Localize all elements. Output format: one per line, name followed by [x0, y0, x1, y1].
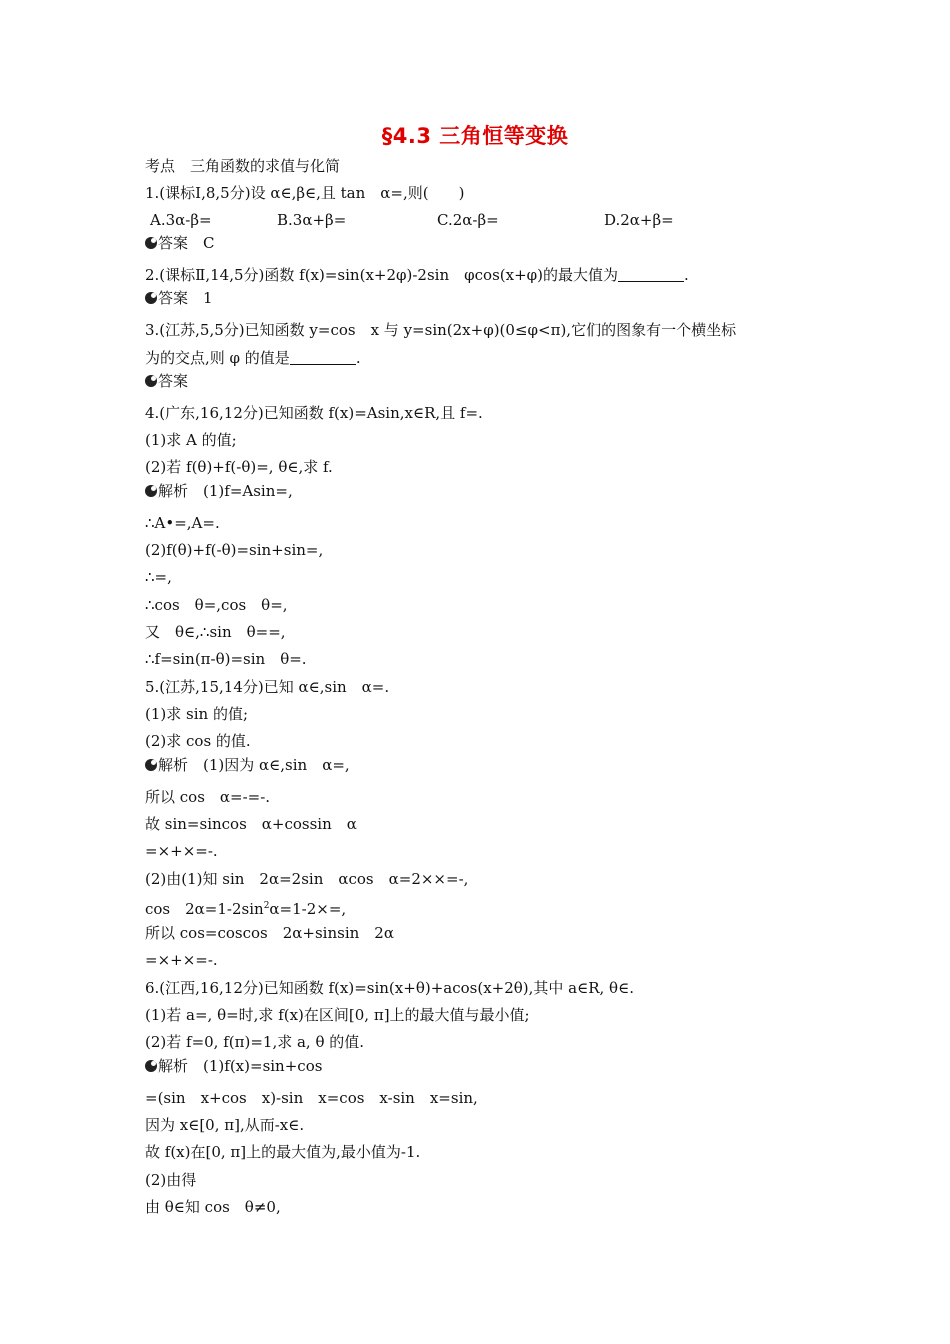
choice-a: A.3α-β=: [150, 211, 212, 229]
question-5-stem: 5.(江苏,15,14分)已知 α∈,sin α=.: [145, 678, 390, 696]
answer-label: 答案: [158, 289, 189, 307]
answer-bullet-icon: [145, 375, 157, 387]
solution-step: ∴cos θ=,cos θ=,: [145, 596, 288, 614]
question-4-part2: (2)若 f(θ)+f(-θ)=, θ∈,求 f.: [145, 458, 333, 476]
solution-step: 故 f(x)在[0, π]上的最大值为,最小值为-1.: [145, 1143, 421, 1161]
question-3-answer: [145, 371, 188, 391]
question-3-stem-line2: [145, 348, 361, 368]
solution-step: ∴=,: [145, 568, 172, 586]
solution-step: 由 θ∈知 cos θ≠0,: [145, 1198, 281, 1216]
choice-d: D.2α+β=: [604, 211, 674, 229]
question-3-stem-line1: 3.(江苏,5,5分)已知函数 y=cos x 与 y=sin(2x+φ)(0≤φ<π),它们的图象有一个横坐标: [145, 321, 737, 339]
question-4-stem: 4.(广东,16,12分)已知函数 f(x)=Asin,x∈R,且 f=.: [145, 404, 483, 422]
choice-c: C.2α-β=: [437, 211, 499, 229]
solution-step: [145, 896, 346, 919]
question-2-stem: [145, 265, 689, 285]
page-title: §4.3 三角恒等变换: [381, 124, 569, 148]
solution-step: 因为 x∈[0, π],从而-x∈.: [145, 1116, 305, 1134]
solution-label: 解析: [158, 756, 189, 774]
question-4-part1: (1)求 A 的值;: [145, 431, 237, 449]
solution-step: (2)由(1)知 sin 2α=2sin αcos α=2××=-,: [145, 870, 469, 888]
solution-bullet-icon: [145, 759, 157, 771]
answer-label: 答案: [158, 372, 189, 390]
question-2-answer: [145, 288, 213, 308]
question-1-stem: 1.(课标Ⅰ,8,5分)设 α∈,β∈,且 tan α=,则( ): [145, 184, 465, 202]
solution-step: =×+×=-.: [145, 951, 218, 969]
question-5-solution: [145, 755, 350, 775]
section-heading: 考点 三角函数的求值与化简: [145, 157, 341, 175]
solution-step: ∴A•=,A=.: [145, 514, 220, 532]
choice-b: B.3α+β=: [277, 211, 347, 229]
question-5-part1: (1)求 sin 的值;: [145, 705, 248, 723]
question-6-stem: 6.(江西,16,12分)已知函数 f(x)=sin(x+θ)+acos(x+2θ),其中 a∈R, θ∈.: [145, 979, 634, 997]
solution-step: (1)f(x)=sin+cos: [203, 1057, 323, 1075]
solution-step: =×+×=-.: [145, 842, 218, 860]
answer-bullet-icon: [145, 292, 157, 304]
solution-step: (1)f=Asin=,: [203, 482, 293, 500]
solution-step: 所以 cos=coscos 2α+sinsin 2α: [145, 924, 394, 942]
solution-bullet-icon: [145, 485, 157, 497]
solution-step: ∴f=sin(π-θ)=sin θ=.: [145, 650, 307, 668]
answer-value: 1: [203, 289, 213, 307]
answer-value: C: [203, 234, 215, 252]
question-2-period: .: [684, 266, 689, 284]
solution-step: (2)f(θ)+f(-θ)=sin+sin=,: [145, 541, 324, 559]
cos2-prefix: cos 2α=1-2sin: [145, 900, 264, 918]
solution-step: 所以 cos α=-=-.: [145, 788, 271, 806]
solution-step: 又 θ∈,∴sin θ==,: [145, 623, 286, 641]
solution-bullet-icon: [145, 1060, 157, 1072]
question-1-answer: [145, 233, 215, 253]
question-2-text: 2.(课标Ⅱ,14,5分)函数 f(x)=sin(x+2φ)-2sin φcos(x+φ)的最大值为: [145, 266, 618, 284]
question-3-period: .: [355, 349, 361, 367]
fill-blank: [290, 350, 356, 365]
solution-step: (1)因为 α∈,sin α=,: [203, 756, 350, 774]
question-4-solution: [145, 481, 293, 501]
cos2-suffix: α=1-2×=,: [269, 900, 347, 918]
answer-bullet-icon: [145, 237, 157, 249]
fill-blank: [618, 267, 684, 282]
question-6-part2: (2)若 f=0, f(π)=1,求 a, θ 的值.: [145, 1033, 365, 1051]
solution-step: 故 sin=sincos α+cossin α: [145, 815, 357, 833]
question-3-text: 为的交点,则 φ 的值是: [145, 349, 290, 367]
solution-step: (2)由得: [145, 1171, 197, 1189]
question-6-part1: (1)若 a=, θ=时,求 f(x)在区间[0, π]上的最大值与最小值;: [145, 1006, 530, 1024]
solution-label: 解析: [158, 482, 189, 500]
answer-label: 答案: [158, 234, 189, 252]
question-5-part2: (2)求 cos 的值.: [145, 732, 251, 750]
solution-label: 解析: [158, 1057, 189, 1075]
superscript: 2: [263, 901, 270, 911]
solution-step: =(sin x+cos x)-sin x=cos x-sin x=sin,: [145, 1089, 478, 1107]
question-6-solution: [145, 1056, 322, 1076]
